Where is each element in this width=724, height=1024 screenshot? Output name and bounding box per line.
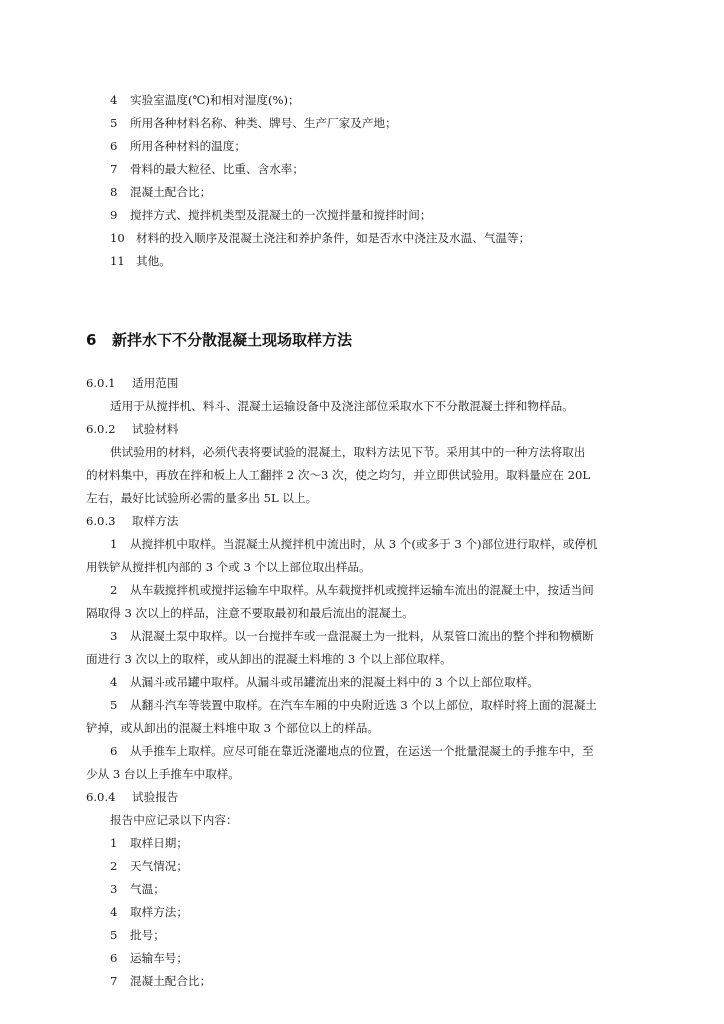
report-item: 3 气温；: [110, 882, 165, 896]
report-item: 6 运输车号；: [110, 951, 188, 965]
clause-heading: 6.0.3 取样方法: [86, 514, 179, 528]
list-item: 5 所用各种材料名称、种类、牌号、生产厂家及产地；: [110, 116, 397, 130]
list-item: 7 骨料的最大粒径、比重、含水率；: [110, 162, 304, 176]
report-item: 5 批号；: [110, 928, 165, 942]
method-item: 3 从混凝土泵中取样。以一台搅拌车或一盘混凝土为一批料，从泵管口流出的整个拌和物横断: [110, 629, 594, 643]
paragraph-line: 少从 3 台以上手推车中取样。: [86, 767, 240, 781]
list-item: 6 所用各种材料的温度；: [110, 139, 246, 153]
paragraph-line: 隔取得 3 次以上的样品，注意不要取最初和最后流出的混凝土。: [86, 606, 414, 620]
method-item: 5 从翻斗汽车等装置中取样。在汽车车厢的中央附近选 3 个以上部位，取样时将上面的混凝土: [110, 698, 597, 712]
method-item: 1 从搅拌机中取样。当混凝土从搅拌机中流出时，从 3 个(或多于 3 个)部位进行取样，或停机: [110, 537, 598, 551]
paragraph-line: 的材料集中，再放在拌和板上人工翻拌 2 次～3 次，使之均匀，并立即供试验用。取料量应在 20L: [86, 468, 591, 482]
list-item: 11 其他。: [110, 254, 171, 268]
paragraph-line: 供试验用的材料，必须代表将要试验的混凝土，取料方法见下节。采用其中的一种方法将取出: [110, 445, 586, 459]
report-item: 7 混凝土配合比；: [110, 974, 212, 988]
report-item: 2 天气情况；: [110, 859, 188, 873]
section-title: 6 新拌水下不分散混凝土现场取样方法: [86, 331, 353, 349]
clause-text: 报告中应记录以下内容：: [110, 813, 238, 827]
list-item: 10 材料的投入顺序及混凝土浇注和养护条件，如是否水中浇注及水温、气温等；: [110, 231, 531, 245]
report-item: 1 取样日期；: [110, 836, 188, 850]
method-item: 4 从漏斗或吊罐中取样。从漏斗或吊罐流出来的混凝土料中的 3 个以上部位取样。: [110, 675, 539, 689]
paragraph-line: 左右，最好比试验所必需的量多出 5L 以上。: [86, 491, 318, 505]
clause-text: 适用于从搅拌机、料斗、混凝土运输设备中及浇注部位采取水下不分散混凝土拌和物样品。: [110, 399, 574, 413]
clause-heading: 6.0.4 试验报告: [86, 790, 179, 804]
list-item: 4 实验室温度(℃)和相对湿度(%)；: [110, 93, 300, 107]
paragraph-line: 面进行 3 次以上的取样，或从卸出的混凝土料堆的 3 个以上部位取样。: [86, 652, 452, 666]
list-item: 9 搅拌方式、搅拌机类型及混凝土的一次搅拌量和搅拌时间；: [110, 208, 432, 222]
method-item: 6 从手推车上取样。应尽可能在靠近浇灌地点的位置，在运送一个批量混凝土的手推车中，至: [110, 744, 594, 758]
report-item: 4 取样方法；: [110, 905, 188, 919]
list-item: 8 混凝土配合比；: [110, 185, 212, 199]
paragraph-line: 铲掉，或从卸出的混凝土料堆中取 3 个部位以上的样品。: [86, 721, 379, 735]
method-item: 2 从车载搅拌机或搅拌运输车中取样。从车载搅拌机或搅拌运输车流出的混凝土中，按适当间: [110, 583, 594, 597]
paragraph-line: 用铁铲从搅拌机内部的 3 个或 3 个以上部位取出样品。: [86, 560, 371, 574]
clause-heading: 6.0.2 试验材料: [86, 422, 179, 436]
clause-heading: 6.0.1 适用范围: [86, 376, 179, 390]
